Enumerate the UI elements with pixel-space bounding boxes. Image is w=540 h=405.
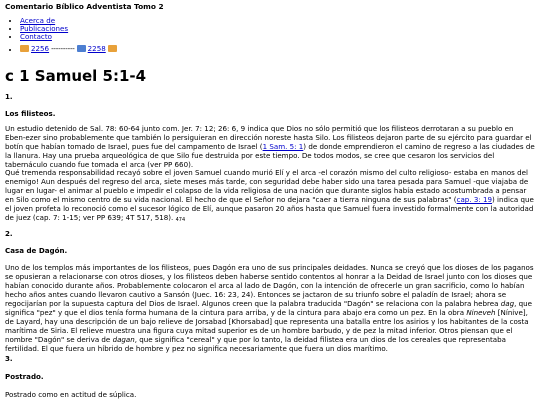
verse-heading: Casa de Dagón. bbox=[5, 246, 68, 255]
paragraph-text: Un estudio detenido de Sal. 78: 60-64 junto com. Jer. 7: 12; 26: 6, 9 indica que Dios no sólo permitió que los filisteos derrotaran a su pueblo en Eben-ezer sino probablemente que también lo persiguieran en dirección noreste hasta Silo. Los filisteos dejaron parte de su ejército para guardar el botín que habían tomado de Israel, pues fue del campamento de Israel ( bbox=[5, 124, 532, 151]
paragraph-text: Uno de los templos más importantes de los filisteos, pues Dagón era uno de sus principales deidades. Nunca se creyó que los dioses de los paganos se opusieran a relacionarse con otros dioses, y los filisteos deben haberse sentido contentos al honrar a la Deidad de Israel junto con los dioses que habían conocido durante años. Probablemente colocaron el arca al lado de Dagón, con la intención de ofrecerle un gran sacrificio, como lo habían hecho años antes cuando llevaron cautivo a Sansón (Juec. 16: 23, 24). Entonces se jactaron de su triunfo sobre el paladín de Israel; ahora se regocijarían por la supuesta captura del Dios de Israel. Algunos creen que la palabra traducida "Dagón" se relaciona con la palabra hebrea bbox=[5, 263, 534, 308]
prev-arrow-icon[interactable] bbox=[20, 45, 29, 52]
paragraph bbox=[5, 168, 535, 225]
verse-number: 2. bbox=[5, 229, 13, 238]
reference-link[interactable]: cap. 3: 19 bbox=[456, 195, 493, 204]
nav-item-contact bbox=[20, 33, 117, 41]
next-page-link[interactable]: 2258 bbox=[87, 43, 106, 53]
page-title: c 1 Samuel 5:1-4 bbox=[5, 67, 147, 85]
nav-list bbox=[10, 17, 117, 53]
emphasis-word: dagan bbox=[112, 335, 135, 344]
paragraph bbox=[5, 124, 535, 169]
paragraph-text: ) de donde emprendieron el camino de regreso a las ciudades de la llanura. Hay una prueba arqueológica de que Silo fue destruida por este tiempo. De todos modos, se cree que cesaron los servicios del tabernáculo cuando fue tomada el arca (ver PP 660). bbox=[5, 142, 535, 169]
pager-separator: ---------- bbox=[51, 43, 75, 53]
prev-page-link[interactable]: • 2256 bbox=[31, 43, 50, 53]
publications-link[interactable]: Publicaciones bbox=[20, 24, 69, 34]
about-link[interactable]: Acerca de bbox=[20, 16, 56, 25]
verse-heading: Postrado. bbox=[5, 372, 44, 381]
emphasis-word: dag bbox=[500, 299, 515, 308]
reference-link[interactable]: 1 Sam. 5: 1 bbox=[262, 142, 304, 151]
verse-heading: Los filisteos. bbox=[5, 109, 56, 118]
next-forward-icon[interactable] bbox=[108, 45, 117, 52]
paragraph-text: ) indica que el joven profeta lo reconoció como el sucesor lógico de Elí, aunque pasaron 20 años hasta que Samuel fuera investido formalmente con la autoridad de juez (cap. 7: 1-15; ver PP 639; 4T 517, 518). bbox=[5, 195, 534, 222]
paragraph bbox=[5, 263, 535, 353]
nav-item-pager bbox=[20, 45, 117, 53]
paragraph-text: [Nínive], de Layard, hay una descripción de un bajo relieve de Jorsabad [Khorsabad] que representa una batalla entre los asirios y los habitantes de la costa marítima de Siria. El relieve muestra una figura cuya mitad superior es de un hombre barbudo, y de pez la mitad inferior. Otros piensan que el nombre "Dagón" se deriva de bbox=[5, 308, 529, 344]
page-number-marker: 474 bbox=[175, 217, 186, 223]
verse-number: 1. bbox=[5, 92, 13, 101]
paragraph-text: , que significa "pez" y que el dios tenía forma humana de la cintura para arriba, y de la cintura para abajo era como un pez. En la obra bbox=[5, 299, 532, 317]
paragraph-text: , que significa "cereal" y que por lo tanto, la deidad filistea era un dios de los cereales que representaba fertilidad. El que fuera un híbrido de hombre y pez no significa necesariamente que fuera un dios marítimo. bbox=[5, 335, 506, 353]
site-title: Comentario Bíblico Adventista Tomo 2 bbox=[5, 2, 164, 11]
emphasis-word: Nineveh bbox=[466, 308, 496, 317]
paragraph-text: Qué tremenda responsabilidad recayó sobre el joven Samuel cuando murió Elí y el arca -el corazón mismo del culto religioso- estaba en manos del enemigo! Aun después del regreso del arca, siete meses más tarde, con seguridad debe haber sido una tarea pesada para Samuel -que viajaba de lugar en lugar- el animar al pueblo e impedir el colapso de la vida religiosa de una nación que durante siglos había estado acostumbrada a pensar en Silo como el mismo centro de su vida nacional. El hecho de que el Señor no dejara "caer a tierra ninguna de sus palabras" ( bbox=[5, 168, 529, 204]
verse-number: 3. bbox=[5, 354, 13, 363]
next-arrow-icon[interactable] bbox=[77, 45, 86, 52]
paragraph: Postrado como en actitud de súplica. bbox=[5, 390, 137, 399]
pager bbox=[20, 45, 117, 53]
contact-link[interactable]: Contacto bbox=[20, 32, 52, 42]
